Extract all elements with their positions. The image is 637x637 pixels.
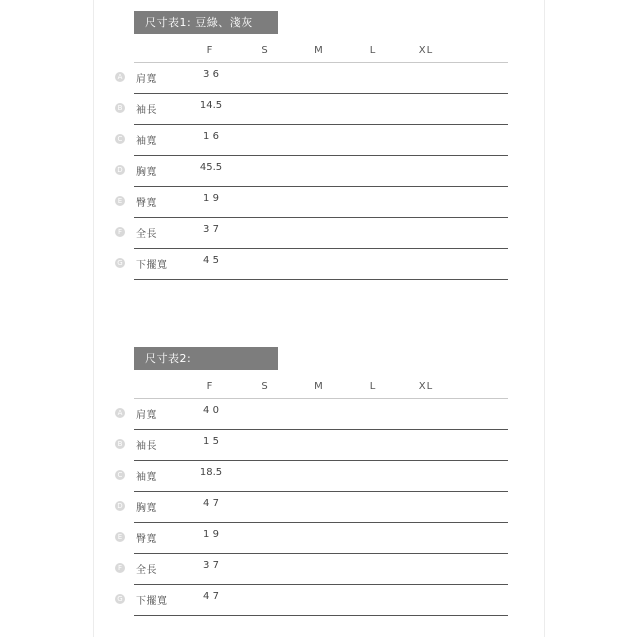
measurement-row bbox=[0, 430, 637, 461]
row-badge-icon: A bbox=[115, 408, 125, 418]
measurement-label: 袖寬 bbox=[136, 136, 157, 147]
row-badge-icon: D bbox=[115, 165, 125, 175]
row-badge-icon: C bbox=[115, 134, 125, 144]
measurement-row bbox=[0, 492, 637, 523]
column-header-s: S bbox=[261, 45, 269, 56]
measurement-row bbox=[0, 554, 637, 585]
measurement-label: 下擺寬 bbox=[136, 596, 168, 607]
measurement-value-f: 14.5 bbox=[199, 100, 223, 111]
measurement-label: 胸寬 bbox=[136, 167, 157, 178]
column-header-s: S bbox=[261, 381, 269, 392]
column-header-row bbox=[0, 45, 637, 63]
measurement-value-f: 45.5 bbox=[199, 162, 223, 173]
measurement-value-f: 1 6 bbox=[203, 131, 219, 142]
column-header-f: F bbox=[206, 381, 214, 392]
row-badge-icon: G bbox=[115, 258, 125, 268]
column-header-xl: XL bbox=[418, 45, 434, 56]
row-badge-icon: F bbox=[115, 563, 125, 573]
table-title: 尺寸表1: 豆綠、淺灰 bbox=[134, 11, 278, 34]
measurement-value-f: 4 5 bbox=[203, 255, 219, 266]
measurement-label: 臀寬 bbox=[136, 198, 157, 209]
row-divider bbox=[134, 279, 508, 280]
measurement-row bbox=[0, 399, 637, 430]
row-badge-icon: D bbox=[115, 501, 125, 511]
measurement-row bbox=[0, 249, 637, 280]
measurement-row bbox=[0, 125, 637, 156]
measurement-row bbox=[0, 94, 637, 125]
measurement-value-f: 4 7 bbox=[203, 591, 219, 602]
measurement-label: 全長 bbox=[136, 229, 157, 240]
measurement-row bbox=[0, 187, 637, 218]
measurement-row bbox=[0, 156, 637, 187]
column-header-m: M bbox=[314, 381, 324, 392]
measurement-label: 全長 bbox=[136, 565, 157, 576]
column-header-l: L bbox=[369, 381, 377, 392]
measurement-label: 肩寬 bbox=[136, 410, 157, 421]
measurement-row bbox=[0, 523, 637, 554]
measurement-row bbox=[0, 218, 637, 249]
measurement-label: 袖寬 bbox=[136, 472, 157, 483]
measurement-value-f: 18.5 bbox=[199, 467, 223, 478]
measurement-value-f: 4 7 bbox=[203, 498, 219, 509]
measurement-label: 臀寬 bbox=[136, 534, 157, 545]
row-badge-icon: B bbox=[115, 103, 125, 113]
column-header-m: M bbox=[314, 45, 324, 56]
row-badge-icon: F bbox=[115, 227, 125, 237]
measurement-value-f: 3 7 bbox=[203, 224, 219, 235]
measurement-value-f: 4 0 bbox=[203, 405, 219, 416]
column-header-l: L bbox=[369, 45, 377, 56]
measurement-label: 袖長 bbox=[136, 441, 157, 452]
row-badge-icon: A bbox=[115, 72, 125, 82]
column-header-row bbox=[0, 381, 637, 399]
measurement-label: 袖長 bbox=[136, 105, 157, 116]
row-divider bbox=[134, 615, 508, 616]
row-badge-icon: E bbox=[115, 196, 125, 206]
measurement-label: 胸寬 bbox=[136, 503, 157, 514]
measurement-value-f: 3 7 bbox=[203, 560, 219, 571]
column-header-xl: XL bbox=[418, 381, 434, 392]
measurement-value-f: 3 6 bbox=[203, 69, 219, 80]
measurement-row bbox=[0, 461, 637, 492]
column-header-f: F bbox=[206, 45, 214, 56]
row-badge-icon: B bbox=[115, 439, 125, 449]
measurement-value-f: 1 9 bbox=[203, 529, 219, 540]
measurement-label: 肩寬 bbox=[136, 74, 157, 85]
row-badge-icon: G bbox=[115, 594, 125, 604]
measurement-label: 下擺寬 bbox=[136, 260, 168, 271]
row-badge-icon: E bbox=[115, 532, 125, 542]
row-badge-icon: C bbox=[115, 470, 125, 480]
measurement-row bbox=[0, 63, 637, 94]
table-title: 尺寸表2: bbox=[134, 347, 278, 370]
measurement-row bbox=[0, 585, 637, 616]
measurement-value-f: 1 9 bbox=[203, 193, 219, 204]
measurement-value-f: 1 5 bbox=[203, 436, 219, 447]
